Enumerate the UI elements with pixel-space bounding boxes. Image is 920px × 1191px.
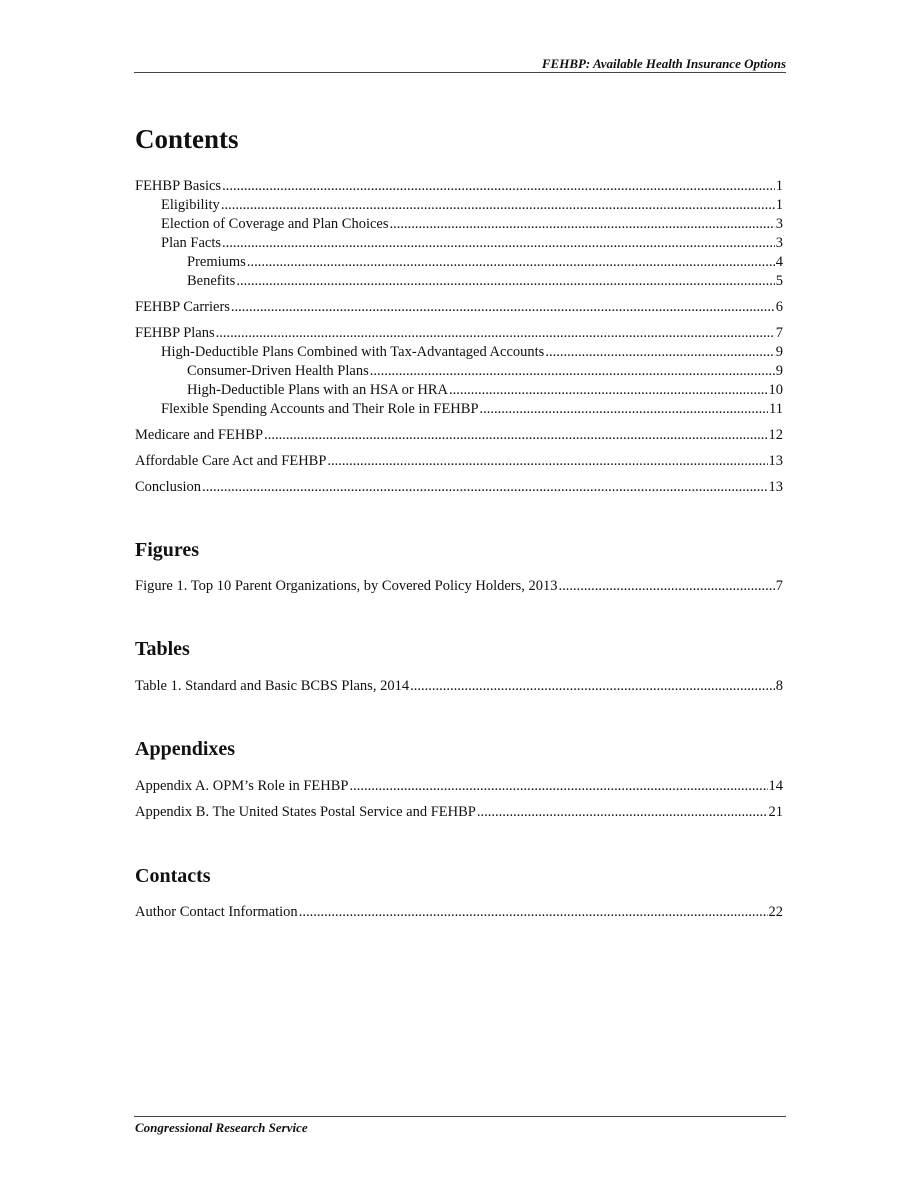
toc-entry-page: 8 — [775, 678, 783, 694]
toc-entry-title: Medicare and FEHBP — [135, 427, 264, 443]
toc-entry[interactable] — [135, 778, 783, 796]
dot-leader — [202, 479, 767, 496]
toc-entry[interactable] — [135, 273, 783, 291]
dot-leader — [449, 382, 768, 399]
toc-entry-title: FEHBP Plans — [135, 325, 215, 341]
toc-entry-title: Election of Coverage and Plan Choices — [161, 216, 389, 232]
toc-entry[interactable] — [135, 178, 783, 196]
toc-entry[interactable] — [135, 578, 783, 596]
toc-entry-title: Author Contact Information — [135, 904, 298, 920]
toc-entry-title: Premiums — [187, 254, 246, 270]
toc-entry-title: Affordable Care Act and FEHBP — [135, 453, 327, 469]
toc-entry-page: 10 — [768, 382, 783, 398]
dot-leader — [480, 401, 769, 418]
footer-rule — [134, 1116, 786, 1117]
dot-leader — [222, 235, 775, 252]
toc-entry-title: Table 1. Standard and Basic BCBS Plans, 2014 — [135, 678, 410, 694]
toc-entry-page: 11 — [769, 401, 783, 417]
toc-entry-page: 3 — [775, 235, 783, 251]
tables-title: Tables — [135, 638, 190, 660]
toc-entry[interactable] — [135, 427, 783, 445]
toc-entry-page: 13 — [768, 453, 783, 469]
toc-entry-page: 7 — [775, 325, 783, 341]
contacts-title: Contacts — [135, 865, 211, 887]
toc-entry-title: FEHBP Carriers — [135, 299, 230, 315]
toc-entry[interactable] — [135, 804, 783, 822]
toc-entry-title: Eligibility — [161, 197, 220, 213]
toc-entry-title: Flexible Spending Accounts and Their Role in FEHBP — [161, 401, 479, 417]
toc-entry-page: 3 — [775, 216, 783, 232]
toc-entry[interactable] — [135, 904, 783, 922]
dot-leader — [221, 197, 775, 214]
figures-title: Figures — [135, 539, 200, 561]
toc-entry[interactable] — [135, 299, 783, 317]
toc-entry-title: Appendix B. The United States Postal Service and FEHBP — [135, 804, 476, 820]
toc-entry[interactable] — [135, 216, 783, 234]
dot-leader — [370, 363, 775, 380]
toc-entry[interactable] — [135, 382, 783, 400]
toc-entry-title: FEHBP Basics — [135, 178, 222, 194]
toc-entry[interactable] — [135, 325, 783, 343]
dot-leader — [216, 325, 775, 342]
toc-entry-page: 7 — [775, 578, 783, 594]
toc-entry-page: 4 — [775, 254, 783, 270]
dot-leader — [236, 273, 774, 290]
toc-entry-title: Figure 1. Top 10 Parent Organizations, by Covered Policy Holders, 2013 — [135, 578, 558, 594]
dot-leader — [390, 216, 775, 233]
appendixes-title: Appendixes — [135, 738, 236, 760]
toc-entry-page: 1 — [775, 178, 783, 194]
toc-entry-title: Conclusion — [135, 479, 202, 495]
toc-entry-page: 14 — [768, 778, 783, 794]
dot-leader — [559, 578, 775, 595]
toc-entry[interactable] — [135, 479, 783, 497]
running-header: FEHBP: Available Health Insurance Options — [541, 56, 786, 71]
contents-title: Contents — [135, 124, 239, 154]
toc-entry-page: 21 — [768, 804, 783, 820]
toc-entry[interactable] — [135, 678, 783, 696]
toc-entry[interactable] — [135, 254, 783, 272]
toc-entry[interactable] — [135, 363, 783, 381]
dot-leader — [299, 904, 768, 921]
toc-entry[interactable] — [135, 344, 783, 362]
toc-entry-title: Benefits — [187, 273, 236, 289]
footer-text: Congressional Research Service — [135, 1120, 308, 1135]
toc-entry[interactable] — [135, 197, 783, 215]
dot-leader — [247, 254, 775, 271]
dot-leader — [327, 453, 767, 470]
toc-entry-title: Consumer-Driven Health Plans — [187, 363, 369, 379]
dot-leader — [222, 178, 775, 195]
toc-entry-title: High-Deductible Plans with an HSA or HRA — [187, 382, 448, 398]
toc-entry[interactable] — [135, 401, 783, 419]
dot-leader — [545, 344, 774, 361]
toc-entry-page: 9 — [775, 363, 783, 379]
toc-entry-page: 9 — [775, 344, 783, 360]
dot-leader — [350, 778, 768, 795]
dot-leader — [231, 299, 775, 316]
dot-leader — [477, 804, 768, 821]
toc-entry-page: 1 — [775, 197, 783, 213]
toc-entry[interactable] — [135, 453, 783, 471]
toc-entry-page: 22 — [768, 904, 783, 920]
toc-entry-page: 6 — [775, 299, 783, 315]
toc-entry-page: 13 — [768, 479, 783, 495]
toc-entry-title: High-Deductible Plans Combined with Tax-Advantaged Accounts — [161, 344, 545, 360]
toc-entry-title: Appendix A. OPM’s Role in FEHBP — [135, 778, 349, 794]
dot-leader — [410, 678, 775, 695]
toc-entry-page: 5 — [775, 273, 783, 289]
toc-entry[interactable] — [135, 235, 783, 253]
toc-entry-title: Plan Facts — [161, 235, 222, 251]
dot-leader — [264, 427, 767, 444]
header-rule — [134, 72, 786, 73]
toc-entry-page: 12 — [768, 427, 783, 443]
